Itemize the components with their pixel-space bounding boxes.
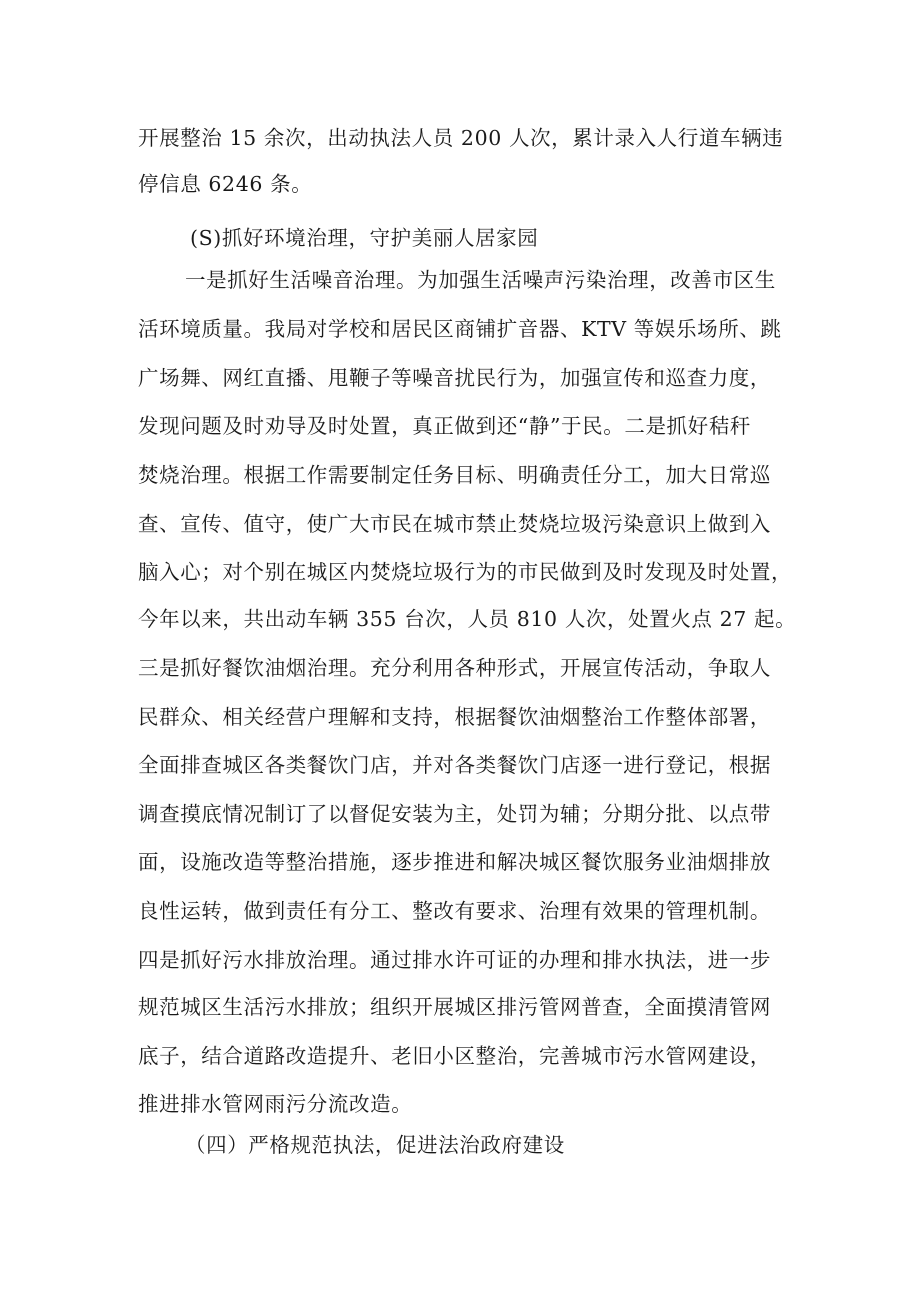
text-line: 推进排水管网雨污分流改造。	[138, 1092, 413, 1116]
text-line: 活环境质量。我局对学校和居民区商铺扩音器、KTV 等娱乐场所、跳	[138, 317, 782, 341]
section-4-heading: （四）严格规范执法，促进法治政府建设	[185, 1133, 565, 1157]
text-line: 调查摸底情况制订了以督促安装为主，处罚为辅；分期分批、以点带	[138, 802, 771, 826]
text-line: 四是抓好污水排放治理。通过排水许可证的办理和排水执法，进一步	[138, 948, 771, 972]
text-line: 底子，结合道路改造提升、老旧小区整治，完善城市污水管网建设，	[138, 1044, 771, 1068]
text-line: 三是抓好餐饮油烟治理。充分利用各种形式，开展宣传活动，争取人	[138, 656, 771, 680]
text-line: 停信息 6246 条。	[138, 172, 313, 196]
text-line: 一是抓好生活噪音治理。为加强生活噪声污染治理，改善市区生	[185, 268, 776, 292]
text-line: 面，设施改造等整治措施，逐步推进和解决城区餐饮服务业油烟排放	[138, 850, 771, 874]
text-line: 查、宣传、值守，使广大市民在城市禁止焚烧垃圾污染意识上做到入	[138, 512, 771, 536]
text-line: 焚烧治理。根据工作需要制定任务目标、明确责任分工，加大日常巡	[138, 463, 771, 487]
text-line: 良性运转，做到责任有分工、整改有要求、治理有效果的管理机制。	[138, 899, 771, 923]
text-line: 脑入心；对个别在城区内焚烧垃圾行为的市民做到及时发现及时处置，	[138, 560, 793, 584]
text-line: 规范城区生活污水排放；组织开展城区排污管网普查，全面摸清管网	[138, 995, 771, 1019]
text-line: 开展整治 15 余次，出动执法人员 200 人次，累计录入人行道车辆违	[138, 126, 784, 150]
text-line: 全面排查城区各类餐饮门店，并对各类餐饮门店逐一进行登记，根据	[138, 753, 771, 777]
text-line: 今年以来，共出动车辆 355 台次，人员 810 人次，处置火点 27 起。	[138, 607, 797, 631]
text-line: 发现问题及时劝导及时处置，真正做到还“静”于民。二是抓好秸秆	[138, 414, 751, 438]
text-line: 广场舞、网红直播、甩鞭子等噪音扰民行为，加强宣传和巡查力度，	[138, 366, 771, 390]
text-line: 民群众、相关经营户理解和支持，根据餐饮油烟整治工作整体部署，	[138, 705, 771, 729]
section-s-heading: (S)抓好环境治理，守护美丽人居家园	[190, 226, 539, 250]
